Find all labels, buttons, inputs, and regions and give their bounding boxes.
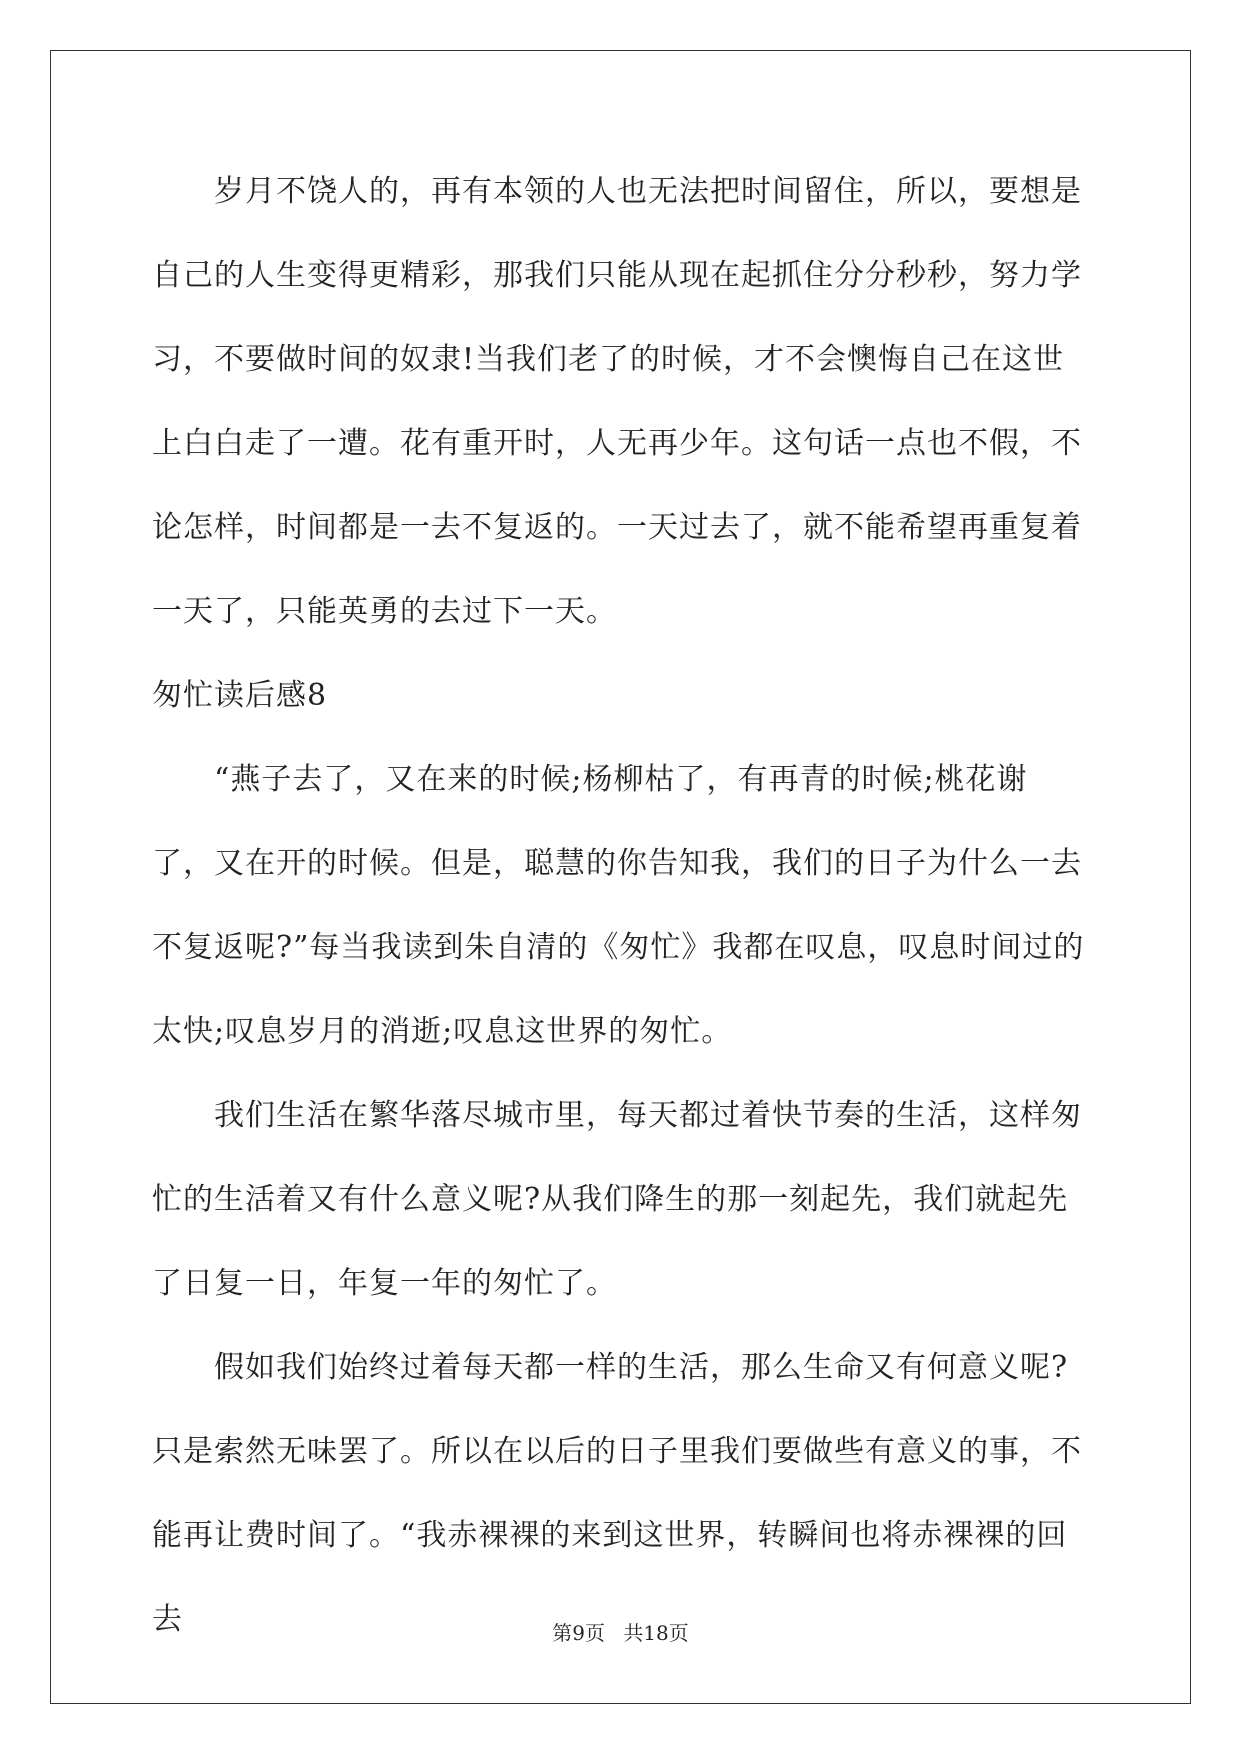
paragraph-4: 假如我们始终过着每天都一样的生活，那么生命又有何意义呢?只是索然无味罢了。所以在以后的日子里我们要做些有意义的事，不能再让费时间了。“我赤裸裸的来到这世界，转瞬间也将赤裸裸的回去 <box>152 1350 1082 1637</box>
document-body <box>152 150 1087 1662</box>
paragraph-2: “燕子去了，又在来的时候;杨柳枯了，有再青的时候;桃花谢了，又在开的时候。但是，聪慧的你告知我，我们的日子为什么一去不复返呢?”每当我读到朱自清的《匆忙》我都在叹息，叹息时间过的太快;叹息岁月的消逝;叹息这世界的匆忙。 <box>152 762 1085 1049</box>
paragraph-3: 我们生活在繁华落尽城市里，每天都过着快节奏的生活，这样匆忙的生活着又有什么意义呢?从我们降生的那一刻起先，我们就起先了日复一日，年复一年的匆忙了。 <box>152 1098 1082 1301</box>
page-total: 共18页 <box>623 1621 689 1645</box>
section-heading: 匆忙读后感8 <box>152 678 328 713</box>
paragraph-1: 岁月不饶人的，再有本领的人也无法把时间留住，所以，要想是自己的人生变得更精彩，那我们只能从现在起抓住分分秒秒，努力学习，不要做时间的奴隶!当我们老了的时候，才不会懊悔自己在这世上白白走了一遭。花有重开时，人无再少年。这句话一点也不假，不论怎样，时间都是一去不复返的。一天过去了，就不能希望再重复着一天了，只能英勇的去过下一天。 <box>152 174 1082 629</box>
page-footer <box>0 1617 1241 1646</box>
page-number: 第9页 <box>552 1621 605 1645</box>
